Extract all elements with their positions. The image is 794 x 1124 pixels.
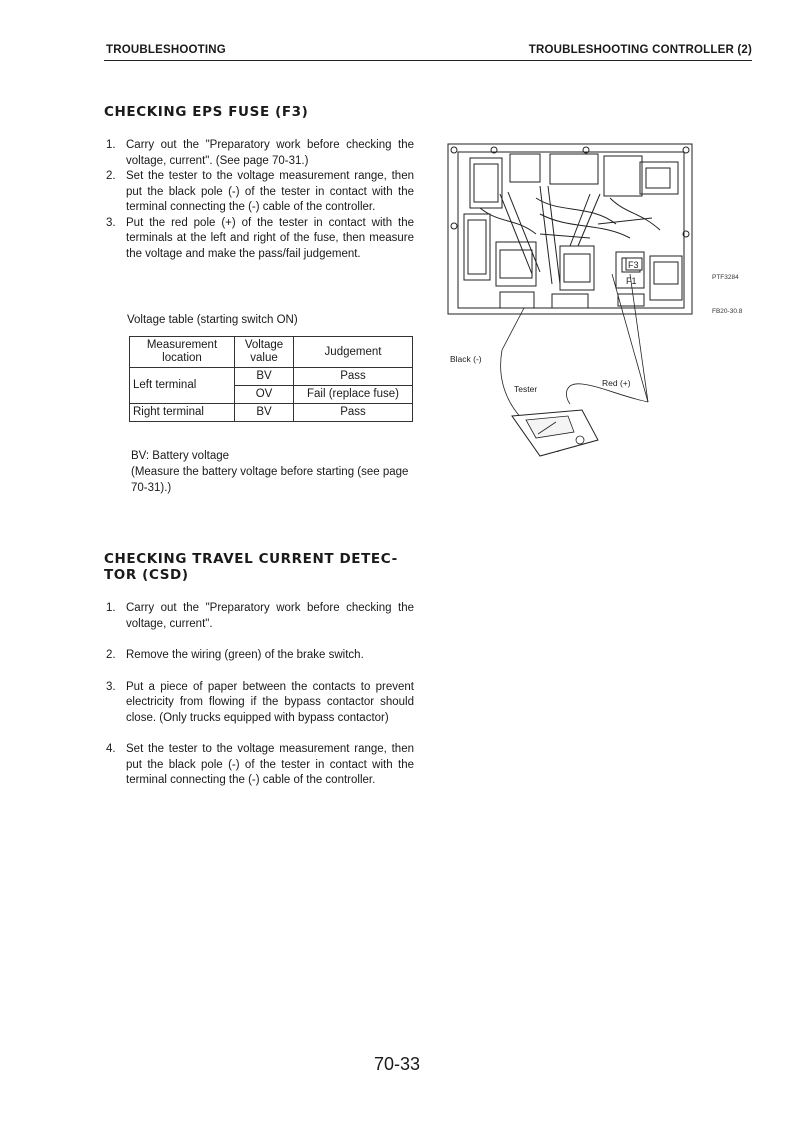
- cell-location: Left terminal: [130, 368, 235, 404]
- cell-value: BV: [235, 404, 294, 422]
- table-row: [130, 368, 413, 386]
- cell-value: OV: [235, 386, 294, 404]
- note-line: BV: Battery voltage: [131, 450, 230, 462]
- cell-location: Right terminal: [130, 404, 235, 422]
- table-row: [130, 404, 413, 422]
- col-header: Judgement: [294, 337, 413, 368]
- tester-label: Tester: [514, 384, 538, 394]
- section2-title-line: TOR (CSD): [104, 567, 189, 583]
- controller-figure: [440, 134, 760, 504]
- cell-judgement: Pass: [294, 404, 413, 422]
- header-right: TROUBLESHOOTING CONTROLLER (2): [528, 44, 752, 56]
- note-line: (Measure the battery voltage before starting (see page 70-31).): [131, 466, 409, 494]
- col-header: Measurement location: [130, 337, 235, 368]
- section1-title: CHECKING EPS FUSE (F3): [104, 104, 309, 120]
- page-number: 70-33: [373, 1054, 421, 1074]
- red-lead-label: Red (+): [602, 378, 631, 388]
- section2-title-line: CHECKING TRAVEL CURRENT DETEC-: [104, 551, 398, 567]
- step: 2. Remove the wiring (green) of the brake switch.: [106, 649, 364, 661]
- step: 2. Set the tester to the voltage measurement range, then put the black pole (-) of the tester in contact with the terminal connecting the (-) cable of the controller.: [106, 170, 414, 213]
- section1-steps: [106, 138, 414, 262]
- step: 4. Set the tester to the voltage measurement range, then put the black pole (-) of the tester in contact with the terminal connecting the (-) cable of the controller.: [106, 743, 414, 786]
- page-header: [104, 44, 752, 61]
- cell-judgement: Fail (replace fuse): [294, 386, 413, 404]
- section2-steps: [106, 601, 414, 789]
- cell-value: BV: [235, 368, 294, 386]
- step: 3. Put a piece of paper between the contacts to prevent electricity from flowing if the bypass contactor should close. (Only trucks equipped with bypass contactor): [106, 680, 414, 724]
- figure-code: PTF3284: [712, 274, 739, 281]
- black-lead-label: Black (-): [450, 354, 482, 364]
- col-header: Voltage value: [235, 337, 294, 368]
- voltage-table: [129, 336, 413, 422]
- fuse-f3-label: F3: [628, 260, 639, 270]
- table-caption: Voltage table (starting switch ON): [127, 314, 298, 326]
- fuse-f1-label: F1: [626, 276, 637, 286]
- step: 3. Put the red pole (+) of the tester in contact with the terminals at the left and right of the fuse, then measure the voltage and make the pass/fail judgement.: [106, 216, 414, 260]
- cell-judgement: Pass: [294, 368, 413, 386]
- tester-meter: [512, 410, 598, 456]
- table-header-row: [130, 337, 413, 368]
- step: 1. Carry out the "Preparatory work before checking the voltage, current". (See page 70-31.): [106, 139, 414, 167]
- section2-title: [104, 551, 398, 583]
- controller-diagram: [440, 134, 760, 504]
- table-note: [131, 448, 415, 496]
- header-left: TROUBLESHOOTING: [106, 44, 226, 56]
- step: 1. Carry out the "Preparatory work before checking the voltage, current".: [106, 602, 414, 630]
- figure-code: FB20-30.8: [712, 308, 743, 315]
